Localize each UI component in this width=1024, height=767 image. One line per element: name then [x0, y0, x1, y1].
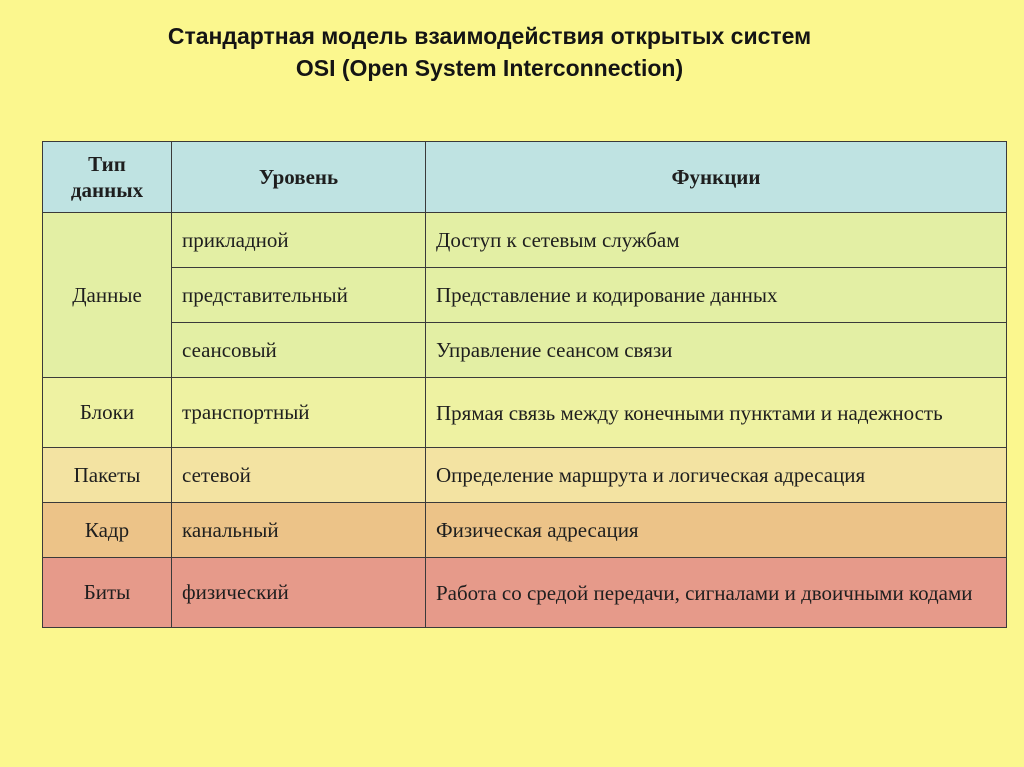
level-cell: сетевой: [172, 448, 426, 503]
data-type-cell: Пакеты: [43, 448, 172, 503]
data-type-cell: Блоки: [43, 378, 172, 448]
level-cell: физический: [172, 558, 426, 628]
table-row-session: [43, 323, 1007, 378]
table-header-row: [43, 142, 1007, 213]
title-line-1: Стандартная модель взаимодействия открытых систем: [167, 23, 812, 49]
table-row-network: [43, 448, 1007, 503]
table-row-presentation: [43, 268, 1007, 323]
level-cell: прикладной: [172, 213, 426, 268]
title-line-2: OSI (Open System Interconnection): [295, 55, 684, 81]
level-cell: транспортный: [172, 378, 426, 448]
slide-title: [0, 20, 1024, 84]
header-data-type: Тип данных: [43, 142, 172, 213]
table-row-transport: [43, 378, 1007, 448]
level-cell: представительный: [172, 268, 426, 323]
function-cell: Представление и кодирование данных: [426, 268, 1007, 323]
function-cell: Прямая связь между конечными пунктами и надежность: [426, 378, 1007, 448]
level-cell: канальный: [172, 503, 426, 558]
data-type-cell: Биты: [43, 558, 172, 628]
function-cell: Физическая адресация: [426, 503, 1007, 558]
data-type-cell: Кадр: [43, 503, 172, 558]
function-cell: Работа со средой передачи, сигналами и двоичными кодами: [426, 558, 1007, 628]
header-level: Уровень: [172, 142, 426, 213]
function-cell: Управление сеансом связи: [426, 323, 1007, 378]
function-cell: Определение маршрута и логическая адресация: [426, 448, 1007, 503]
level-cell: сеансовый: [172, 323, 426, 378]
data-type-cell: Данные: [43, 213, 172, 378]
table-row-application: [43, 213, 1007, 268]
header-functions: Функции: [426, 142, 1007, 213]
osi-model-table: [42, 141, 1007, 628]
table-row-physical: [43, 558, 1007, 628]
function-cell: Доступ к сетевым службам: [426, 213, 1007, 268]
table-row-datalink: [43, 503, 1007, 558]
